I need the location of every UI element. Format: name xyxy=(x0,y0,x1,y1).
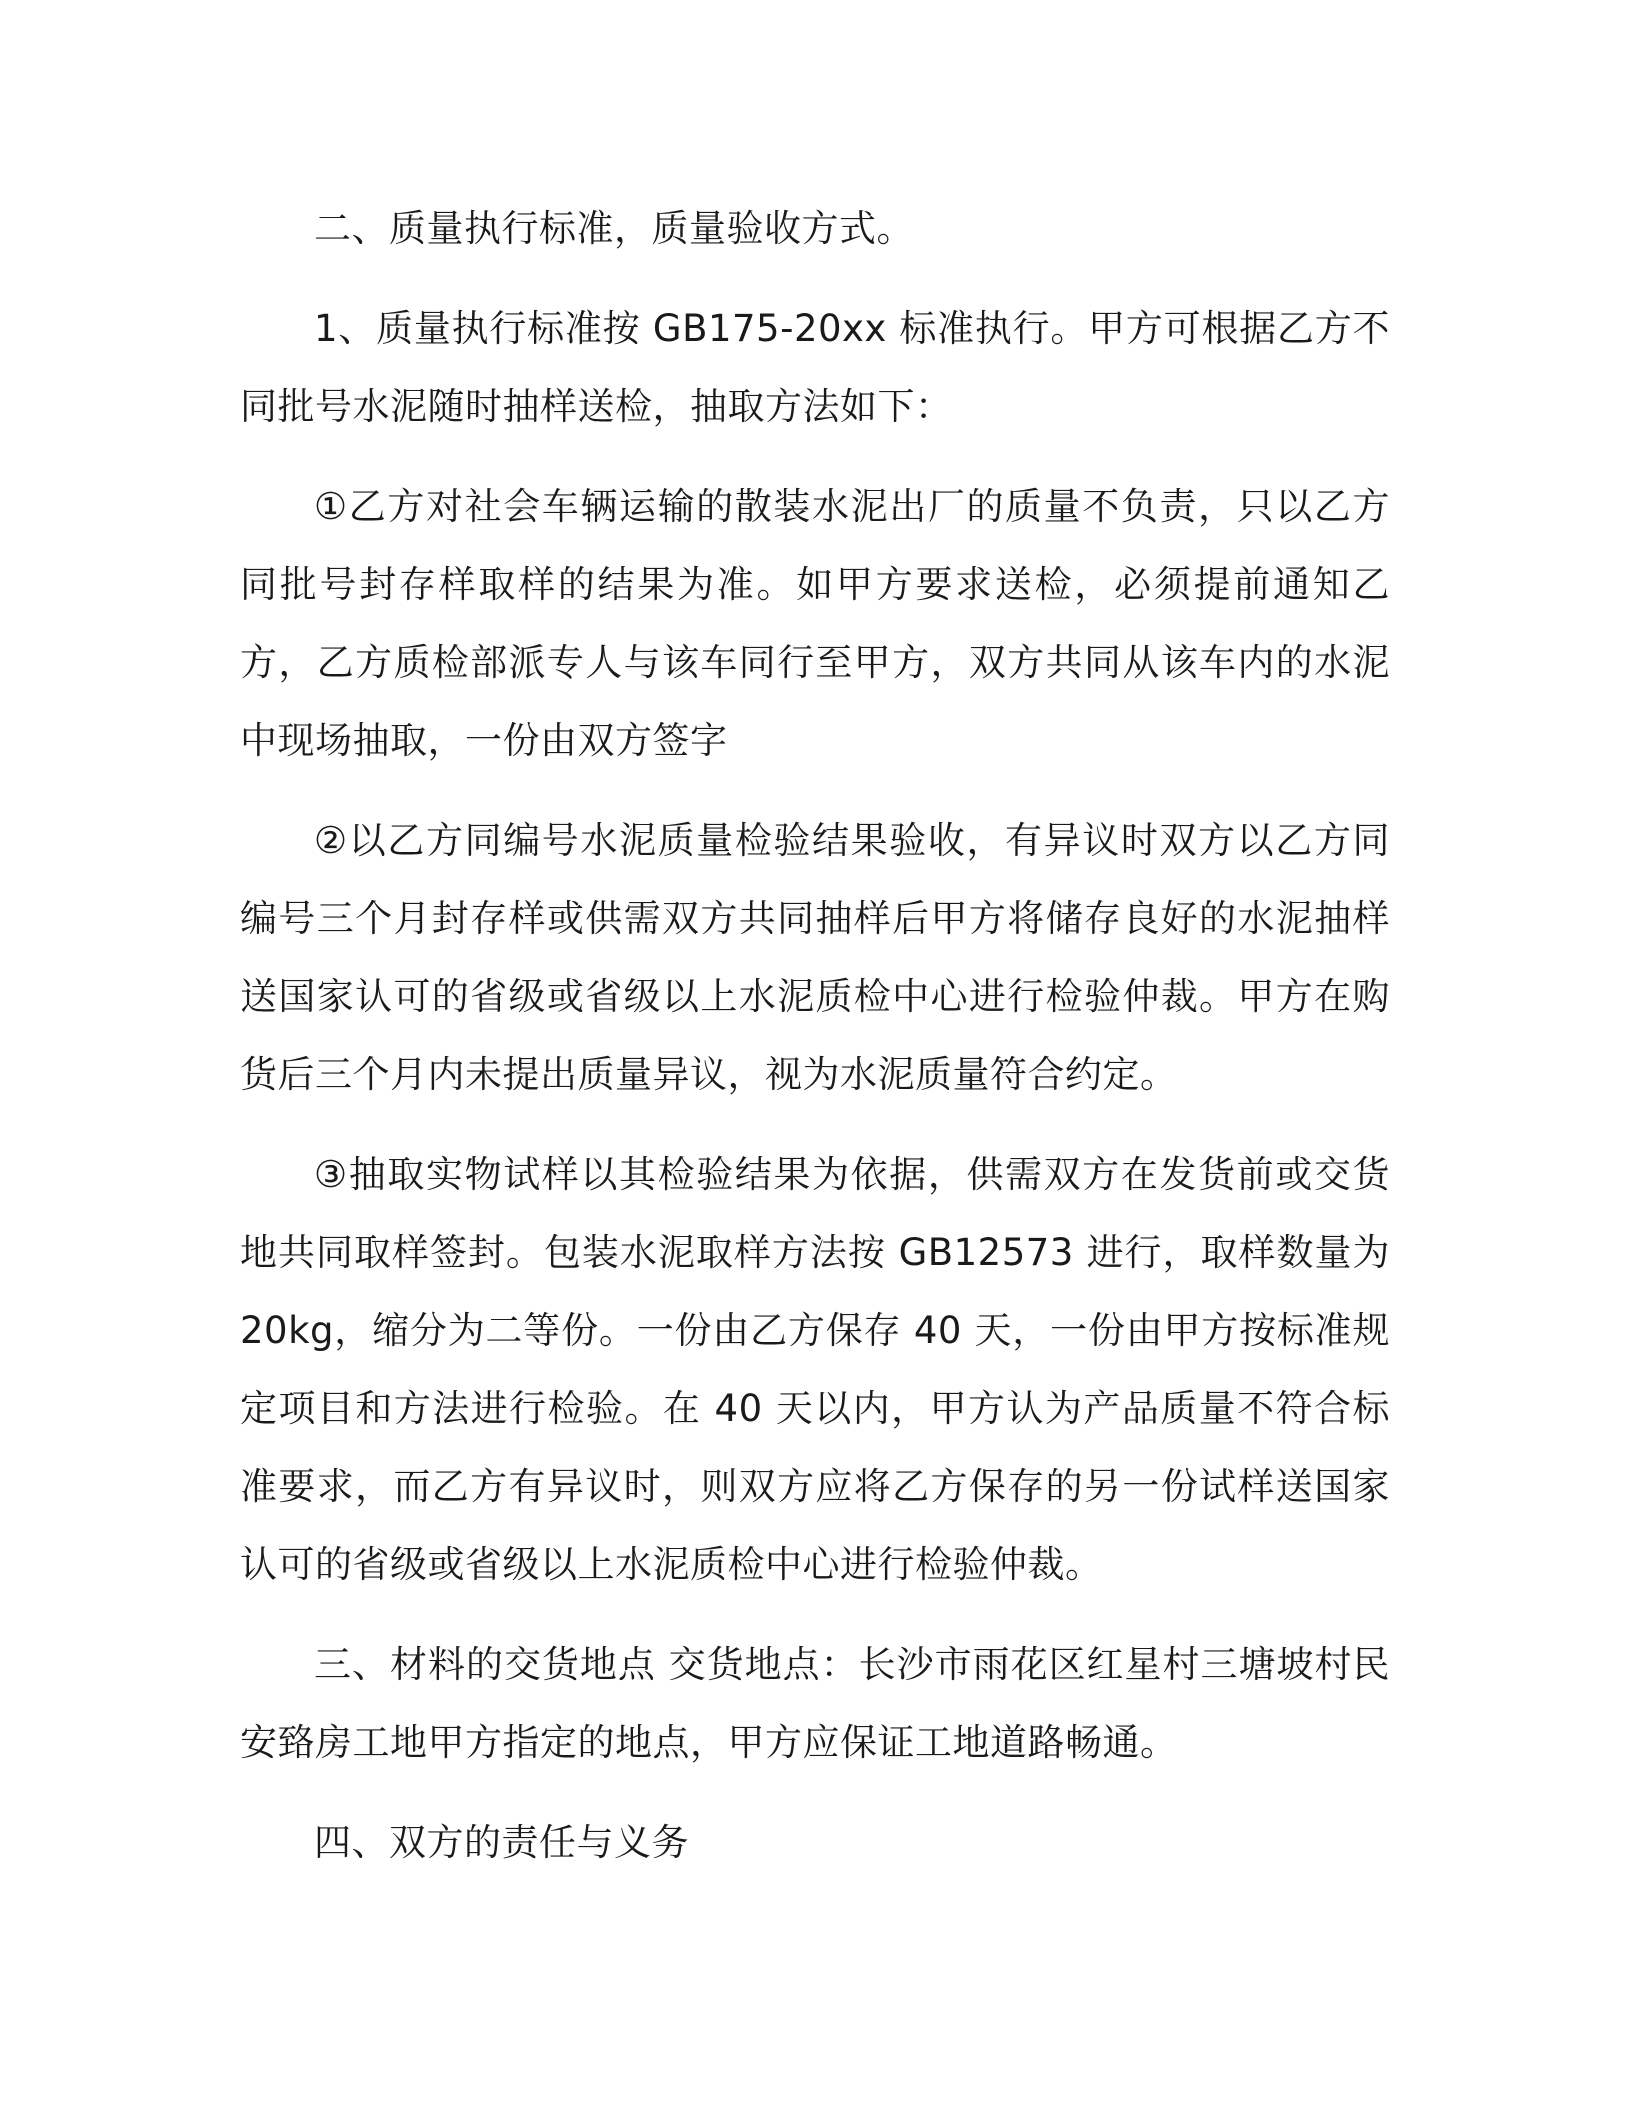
paragraph-item-circle-3: ③抽取实物试样以其检验结果为依据，供需双方在发货前或交货地共同取样签封。包装水泥取样方法按 GB12573 进行，取样数量为 20kg，缩分为二等份。一份由乙方保存 40 天，一份由甲方按标准规定项目和方法进行检验。在 40 天以内，甲方认为产品质量不符合标准要求，而乙方有异议时，则双方应将乙方保存的另一份试样送国家认可的省级或省级以上水泥质检中心进行检验仲裁。 xyxy=(240,1153,1390,1586)
paragraph-section-3: 三、材料的交货地点 交货地点：长沙市雨花区红星村三塘坡村民安臵房工地甲方指定的地点，甲方应保证工地道路畅通。 xyxy=(240,1643,1390,1764)
section-2-heading: 二、质量执行标准，质量验收方式。 xyxy=(314,207,914,250)
paragraph-item-1: 1、质量执行标准按 GB175-20xx 标准执行。甲方可根据乙方不同批号水泥随时抽样送检，抽取方法如下： xyxy=(240,307,1390,428)
section-4-heading: 四、双方的责任与义务 xyxy=(314,1821,689,1864)
paragraph-item-circle-1: ①乙方对社会车辆运输的散装水泥出厂的质量不负责，只以乙方同批号封存样取样的结果为准。如甲方要求送检，必须提前通知乙方，乙方质检部派专人与该车同行至甲方，双方共同从该车内的水泥中现场抽取，一份由双方签字 xyxy=(240,485,1390,762)
paragraph-item-circle-2: ②以乙方同编号水泥质量检验结果验收，有异议时双方以乙方同编号三个月封存样或供需双方共同抽样后甲方将储存良好的水泥抽样送国家认可的省级或省级以上水泥质检中心进行检验仲裁。甲方在购货后三个月内未提出质量异议，视为水泥质量符合约定。 xyxy=(240,819,1390,1096)
document-body xyxy=(240,190,1390,1904)
